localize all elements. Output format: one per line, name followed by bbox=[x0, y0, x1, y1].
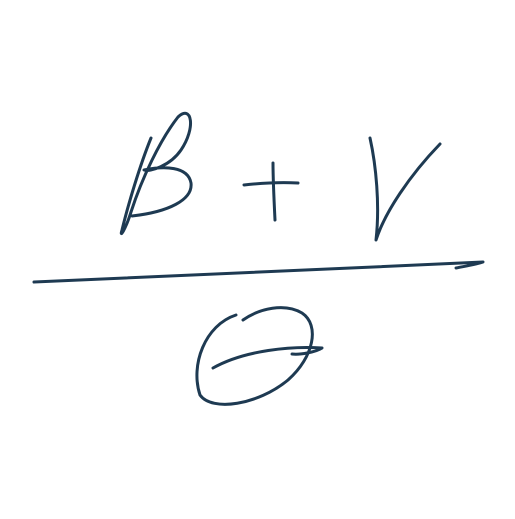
denominator-symbol-theta bbox=[197, 308, 322, 405]
fraction-bar bbox=[34, 262, 483, 282]
numerator-symbol-b bbox=[121, 113, 191, 233]
numerator-plus-operator bbox=[244, 163, 298, 220]
numerator-symbol-gamma bbox=[370, 138, 440, 240]
